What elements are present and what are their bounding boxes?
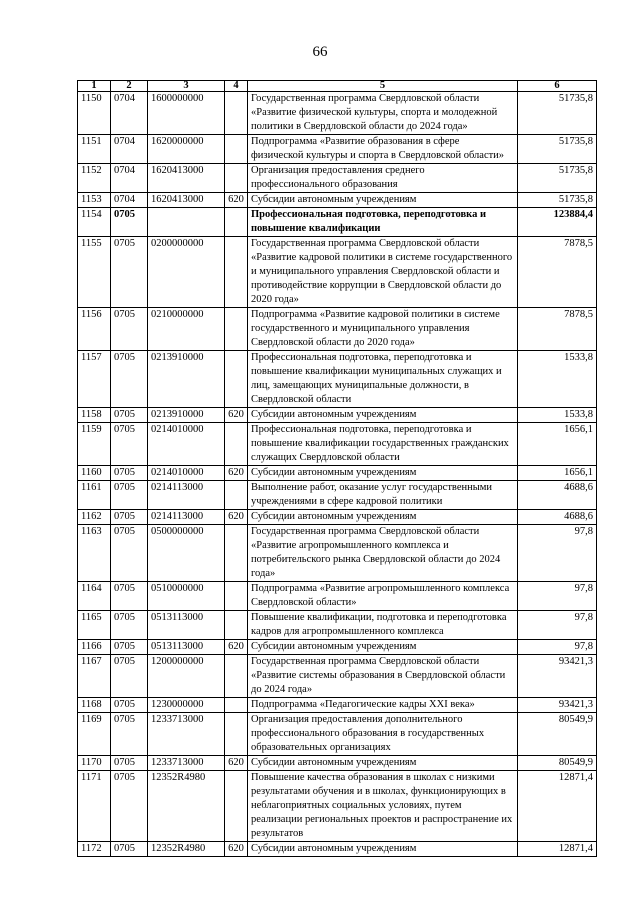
row-number-cell: 1155	[78, 237, 111, 308]
item-name-cell: Профессиональная подготовка, переподготовка и повышение квалификации	[248, 208, 518, 237]
target-article-cell: 1600000000	[148, 92, 225, 135]
row-number-cell: 1167	[78, 655, 111, 698]
target-article-cell: 1233713000	[148, 756, 225, 771]
expense-type-cell	[225, 135, 248, 164]
row-number-cell: 1170	[78, 756, 111, 771]
table-row	[78, 842, 597, 857]
amount-cell: 4688,6	[518, 481, 597, 510]
amount-cell: 1656,1	[518, 423, 597, 466]
amount-cell: 97,8	[518, 640, 597, 655]
item-name-cell: Государственная программа Свердловской области «Развитие физической культуры, спорта и молодежной политики в Свердловской области до 2024 года»	[248, 92, 518, 135]
amount-cell: 80549,9	[518, 756, 597, 771]
header-cell: 1	[78, 81, 111, 92]
table-row	[78, 611, 597, 640]
table-row	[78, 655, 597, 698]
table-body	[78, 92, 597, 857]
section-code-cell: 0705	[111, 771, 148, 842]
target-article-cell: 0200000000	[148, 237, 225, 308]
table-row	[78, 423, 597, 466]
amount-cell: 1533,8	[518, 351, 597, 408]
item-name-cell: Подпрограмма «Развитие кадровой политики в системе государственного и муниципального управления Свердловской области до 2020 года»	[248, 308, 518, 351]
table-row	[78, 756, 597, 771]
row-number-cell: 1164	[78, 582, 111, 611]
table-row	[78, 164, 597, 193]
header-cell: 6	[518, 81, 597, 92]
target-article-cell	[148, 208, 225, 237]
item-name-cell: Выполнение работ, оказание услуг государственными учреждениями в сфере кадровой политики	[248, 481, 518, 510]
section-code-cell: 0705	[111, 408, 148, 423]
table-row	[78, 713, 597, 756]
item-name-cell: Подпрограмма «Развитие агропромышленного комплекса Свердловской области»	[248, 582, 518, 611]
row-number-cell: 1156	[78, 308, 111, 351]
target-article-cell: 0213910000	[148, 351, 225, 408]
target-article-cell: 0510000000	[148, 582, 225, 611]
section-code-cell: 0705	[111, 423, 148, 466]
target-article-cell: 0214113000	[148, 481, 225, 510]
row-number-cell: 1161	[78, 481, 111, 510]
section-code-cell: 0705	[111, 481, 148, 510]
amount-cell: 123884,4	[518, 208, 597, 237]
header-cell: 4	[225, 81, 248, 92]
header-cell: 5	[248, 81, 518, 92]
table-row	[78, 193, 597, 208]
expense-type-cell	[225, 582, 248, 611]
target-article-cell: 0213910000	[148, 408, 225, 423]
target-article-cell: 12352R4980	[148, 842, 225, 857]
amount-cell: 1656,1	[518, 466, 597, 481]
item-name-cell: Субсидии автономным учреждениям	[248, 466, 518, 481]
section-code-cell: 0705	[111, 510, 148, 525]
target-article-cell: 0214010000	[148, 423, 225, 466]
target-article-cell: 0513113000	[148, 640, 225, 655]
section-code-cell: 0705	[111, 713, 148, 756]
section-code-cell: 0705	[111, 640, 148, 655]
table-row	[78, 237, 597, 308]
item-name-cell: Подпрограмма «Педагогические кадры XXI века»	[248, 698, 518, 713]
section-code-cell: 0705	[111, 237, 148, 308]
item-name-cell: Профессиональная подготовка, переподготовка и повышение квалификации муниципальных служащих и лиц, замещающих муниципальные должности, в Свердловской области	[248, 351, 518, 408]
amount-cell: 51735,8	[518, 193, 597, 208]
amount-cell: 12871,4	[518, 771, 597, 842]
item-name-cell: Субсидии автономным учреждениям	[248, 842, 518, 857]
expense-type-cell	[225, 481, 248, 510]
table-row	[78, 466, 597, 481]
amount-cell: 12871,4	[518, 842, 597, 857]
row-number-cell: 1152	[78, 164, 111, 193]
item-name-cell: Подпрограмма «Развитие образования в сфере физической культуры и спорта в Свердловской области»	[248, 135, 518, 164]
expense-type-cell: 620	[225, 640, 248, 655]
section-code-cell: 0705	[111, 842, 148, 857]
table-row	[78, 698, 597, 713]
target-article-cell: 1620413000	[148, 193, 225, 208]
table-row	[78, 135, 597, 164]
page-number: 66	[312, 44, 328, 60]
row-number-cell: 1159	[78, 423, 111, 466]
table-row	[78, 510, 597, 525]
table-row	[78, 525, 597, 582]
expense-type-cell	[225, 351, 248, 408]
item-name-cell: Повышение качества образования в школах с низкими результатами обучения и в школах, функционирующих в неблагоприятных социальных условиях, путем реализации региональных проектов и распространение их результатов	[248, 771, 518, 842]
target-article-cell: 1620413000	[148, 164, 225, 193]
expense-type-cell: 620	[225, 756, 248, 771]
row-number-cell: 1151	[78, 135, 111, 164]
amount-cell: 51735,8	[518, 135, 597, 164]
target-article-cell: 12352R4980	[148, 771, 225, 842]
amount-cell: 51735,8	[518, 92, 597, 135]
table-row	[78, 481, 597, 510]
row-number-cell: 1158	[78, 408, 111, 423]
amount-cell: 7878,5	[518, 308, 597, 351]
amount-cell: 80549,9	[518, 713, 597, 756]
target-article-cell: 1200000000	[148, 655, 225, 698]
section-code-cell: 0704	[111, 135, 148, 164]
section-code-cell: 0705	[111, 525, 148, 582]
row-number-cell: 1172	[78, 842, 111, 857]
expense-type-cell	[225, 423, 248, 466]
amount-cell: 97,8	[518, 611, 597, 640]
target-article-cell: 1620000000	[148, 135, 225, 164]
item-name-cell: Повышение квалификации, подготовка и переподготовка кадров для агропромышленного комплекса	[248, 611, 518, 640]
section-code-cell: 0705	[111, 756, 148, 771]
target-article-cell: 1233713000	[148, 713, 225, 756]
section-code-cell: 0704	[111, 164, 148, 193]
amount-cell: 7878,5	[518, 237, 597, 308]
item-name-cell: Государственная программа Свердловской области «Развитие системы образования в Свердловской области до 2024 года»	[248, 655, 518, 698]
row-number-cell: 1160	[78, 466, 111, 481]
row-number-cell: 1165	[78, 611, 111, 640]
table-row	[78, 640, 597, 655]
item-name-cell: Субсидии автономным учреждениям	[248, 640, 518, 655]
section-code-cell: 0705	[111, 655, 148, 698]
section-code-cell: 0705	[111, 351, 148, 408]
expense-type-cell	[225, 713, 248, 756]
item-name-cell: Организация предоставления среднего профессионального образования	[248, 164, 518, 193]
row-number-cell: 1171	[78, 771, 111, 842]
expense-type-cell: 620	[225, 408, 248, 423]
expense-type-cell: 620	[225, 193, 248, 208]
item-name-cell: Государственная программа Свердловской области «Развитие кадровой политики в системе государственного и муниципального управления Свердловской области и противодействие коррупции в Свердловской области до 2020 года»	[248, 237, 518, 308]
table-row	[78, 208, 597, 237]
target-article-cell: 0513113000	[148, 611, 225, 640]
item-name-cell: Государственная программа Свердловской области «Развитие агропромышленного комплекса и потребительского рынка Свердловской области до 2024 года»	[248, 525, 518, 582]
amount-cell: 51735,8	[518, 164, 597, 193]
expense-type-cell	[225, 237, 248, 308]
amount-cell: 4688,6	[518, 510, 597, 525]
section-code-cell: 0705	[111, 611, 148, 640]
expense-type-cell	[225, 92, 248, 135]
section-code-cell: 0705	[111, 582, 148, 611]
table-row	[78, 408, 597, 423]
expense-type-cell: 620	[225, 466, 248, 481]
row-number-cell: 1154	[78, 208, 111, 237]
table-row	[78, 308, 597, 351]
row-number-cell: 1169	[78, 713, 111, 756]
budget-table	[77, 80, 597, 857]
section-code-cell: 0705	[111, 698, 148, 713]
table-row	[78, 351, 597, 408]
row-number-cell: 1153	[78, 193, 111, 208]
item-name-cell: Профессиональная подготовка, переподготовка и повышение квалификации государственных гражданских служащих Свердловской области	[248, 423, 518, 466]
section-code-cell: 0705	[111, 208, 148, 237]
item-name-cell: Субсидии автономным учреждениям	[248, 193, 518, 208]
expense-type-cell	[225, 308, 248, 351]
section-code-cell: 0705	[111, 466, 148, 481]
row-number-cell: 1163	[78, 525, 111, 582]
header-cell: 3	[148, 81, 225, 92]
row-number-cell: 1162	[78, 510, 111, 525]
row-number-cell: 1157	[78, 351, 111, 408]
item-name-cell: Организация предоставления дополнительного профессионального образования в государственных образовательных организациях	[248, 713, 518, 756]
table-row	[78, 771, 597, 842]
expense-type-cell	[225, 698, 248, 713]
target-article-cell: 0214113000	[148, 510, 225, 525]
amount-cell: 97,8	[518, 525, 597, 582]
expense-type-cell	[225, 164, 248, 193]
item-name-cell: Субсидии автономным учреждениям	[248, 510, 518, 525]
section-code-cell: 0704	[111, 92, 148, 135]
expense-type-cell	[225, 655, 248, 698]
item-name-cell: Субсидии автономным учреждениям	[248, 756, 518, 771]
expense-type-cell	[225, 208, 248, 237]
target-article-cell: 0210000000	[148, 308, 225, 351]
target-article-cell: 1230000000	[148, 698, 225, 713]
table-row	[78, 582, 597, 611]
target-article-cell: 0214010000	[148, 466, 225, 481]
amount-cell: 93421,3	[518, 655, 597, 698]
expense-type-cell	[225, 525, 248, 582]
expense-type-cell: 620	[225, 510, 248, 525]
header-cell: 2	[111, 81, 148, 92]
target-article-cell: 0500000000	[148, 525, 225, 582]
row-number-cell: 1168	[78, 698, 111, 713]
amount-cell: 97,8	[518, 582, 597, 611]
expense-type-cell: 620	[225, 842, 248, 857]
amount-cell: 1533,8	[518, 408, 597, 423]
expense-type-cell	[225, 771, 248, 842]
row-number-cell: 1166	[78, 640, 111, 655]
section-code-cell: 0704	[111, 193, 148, 208]
item-name-cell: Субсидии автономным учреждениям	[248, 408, 518, 423]
header-row	[78, 81, 597, 92]
expense-type-cell	[225, 611, 248, 640]
section-code-cell: 0705	[111, 308, 148, 351]
row-number-cell: 1150	[78, 92, 111, 135]
table-row	[78, 92, 597, 135]
amount-cell: 93421,3	[518, 698, 597, 713]
